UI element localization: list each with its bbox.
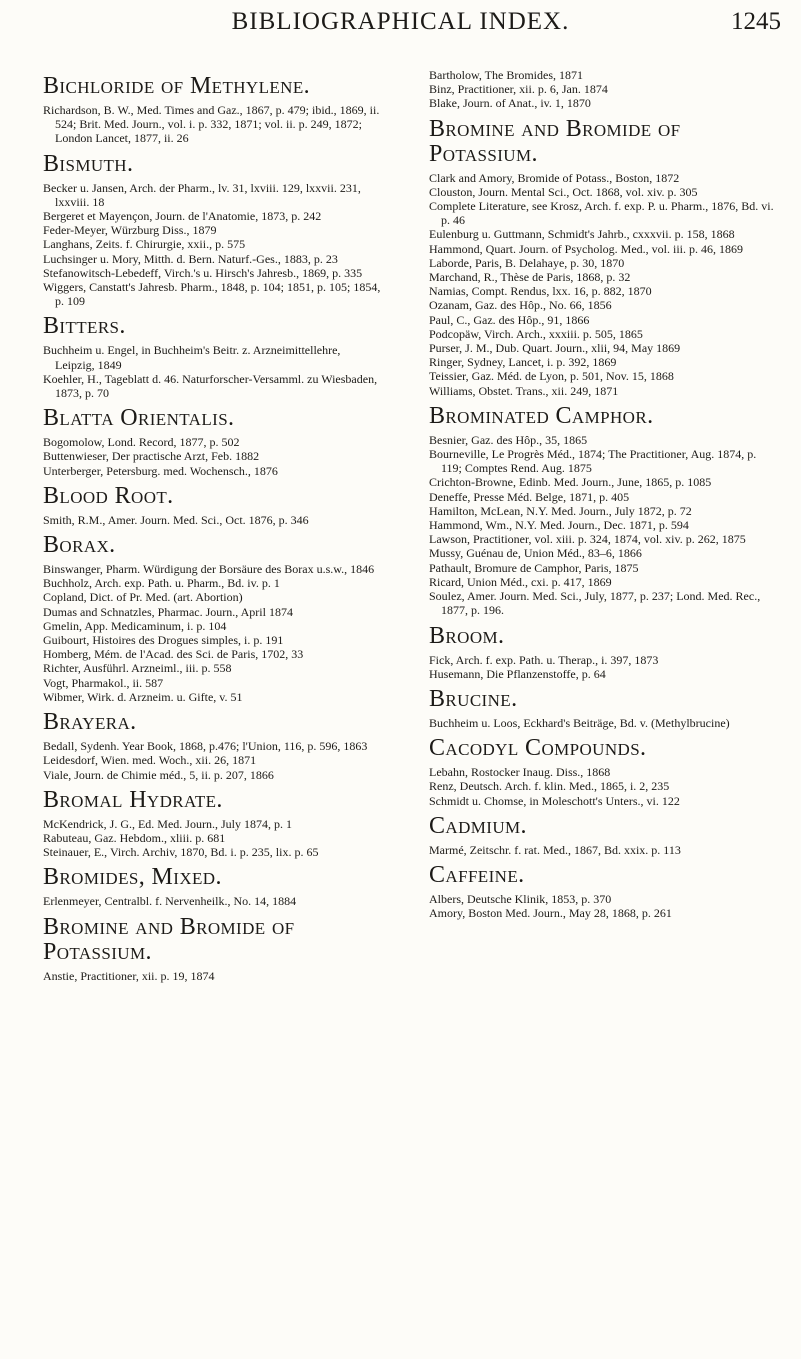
reference-entry: Fick, Arch. f. exp. Path. u. Therap., i. 397, 1873 [429,652,659,667]
section-heading: Bromal Hydrate. [43,786,223,813]
reference-entry: Rabuteau, Gaz. Hebdom., xliii. p. 681 [43,830,226,845]
reference-entry: Dumas and Schnatzles, Pharmac. Journ., April 1874 [43,604,293,619]
index-section [43,865,383,908]
reference-entry: Amory, Boston Med. Journ., May 28, 1868, p. 261 [429,906,672,921]
reference-entry: Binz, Practitioner, xii. p. 6, Jan. 1874 [429,82,608,97]
page-header [0,8,801,44]
reference-entry: Albers, Deutsche Klinik, 1853, p. 370 [429,891,612,906]
reference-entry: Clouston, Journ. Mental Sci., Oct. 1868, vol. xiv. p. 305 [429,184,698,199]
reference-entry: Lawson, Practitioner, vol. xiii. p. 324, 1874, vol. xiv. p. 262, 1875 [429,532,746,547]
running-title: BIBLIOGRAPHICAL INDEX. [231,8,570,35]
reference-entry: Buchheim u. Engel, in Buchheim's Beitr. z. Arzneimittellehre, Leipzig, 1849 [43,343,341,372]
index-section [43,788,383,860]
reference-entry: Mussy, Guénau de, Union Méd., 83–6, 1866 [429,546,642,561]
reference-entry: Wiggers, Canstatt's Jahresb. Pharm., 1848, p. 104; 1851, p. 105; 1854, p. 109 [43,280,381,309]
index-section [429,814,775,857]
reference-entry: Erlenmeyer, Centralbl. f. Nervenheilk., No. 14, 1884 [43,894,297,909]
reference-entry: Pathault, Bromure de Camphor, Paris, 1875 [429,560,639,575]
reference-entry: Bergeret et Mayençon, Journ. de l'Anatomie, 1873, p. 242 [43,209,322,224]
reference-entry: Deneffe, Presse Méd. Belge, 1871, p. 405 [429,489,630,504]
reference-entry: Crichton-Browne, Edinb. Med. Journ., June, 1865, p. 1085 [429,475,712,490]
section-heading: Cadmium. [429,812,527,839]
reference-entry: Richter, Ausführl. Arzneiml., iii. p. 558 [43,661,232,676]
index-section [429,624,775,681]
index-section [43,484,383,527]
reference-entry: Laborde, Paris, B. Delahaye, p. 30, 1870 [429,255,625,270]
reference-entry: Hammond, Wm., N.Y. Med. Journ., Dec. 1871, p. 594 [429,518,689,533]
reference-entry: Becker u. Jansen, Arch. der Pharm., lv. 31, lxviii. 129, lxxvii. 231, lxxviii. 18 [43,180,361,209]
reference-entry: Williams, Obstet. Trans., xii. 249, 1871 [429,383,619,398]
reference-entry: Teissier, Gaz. Méd. de Lyon, p. 501, Nov. 15, 1868 [429,369,674,384]
reference-entry: Husemann, Die Pflanzenstoffe, p. 64 [429,666,606,681]
reference-entry: Paul, C., Gaz. des Hôp., 91, 1866 [429,312,590,327]
section-heading: Brayera. [43,709,137,736]
reference-entry: Anstie, Practitioner, xii. p. 19, 1874 [43,968,215,983]
reference-entry: Marchand, R., Thèse de Paris, 1868, p. 32 [429,270,631,285]
reference-entry: Leidesdorf, Wien. med. Woch., xii. 26, 1871 [43,753,257,768]
section-heading: Caffeine. [429,861,525,888]
reference-entry: Bartholow, The Bromides, 1871 [429,68,583,82]
section-heading: Broom. [429,622,505,649]
reference-entry: Namias, Compt. Rendus, lxx. 16, p. 882, 1870 [429,284,652,299]
reference-entry: Marmé, Zeitschr. f. rat. Med., 1867, Bd. xxix. p. 113 [429,842,681,857]
reference-entry: Renz, Deutsch. Arch. f. klin. Med., 1865, i. 2, 235 [429,779,670,794]
reference-entry: Vogt, Pharmakol., ii. 587 [43,675,164,690]
index-section [43,314,383,400]
reference-entry: Purser, J. M., Dub. Quart. Journ., xlii, 94, May 1869 [429,341,681,356]
section-heading: Borax. [43,532,116,559]
reference-entry: Eulenburg u. Guttmann, Schmidt's Jahrb., cxxxvii. p. 158, 1868 [429,227,735,242]
reference-entry: Hamilton, McLean, N.Y. Med. Journ., July 1872, p. 72 [429,503,692,518]
index-section [43,915,383,983]
reference-entry: Koehler, H., Tageblatt d. 46. Naturforscher-Versamml. zu Wiesbaden, 1873, p. 70 [43,371,378,401]
reference-entry: Ricard, Union Méd., cxi. p. 417, 1869 [429,574,612,589]
left-column [43,68,383,983]
reference-entry: Bedall, Sydenh. Year Book, 1868, p.476; l'Union, 116, p. 596, 1863 [43,739,368,754]
section-heading: Bromine and Bromide of Potassium. [43,913,295,965]
reference-entry: Richardson, B. W., Med. Times and Gaz., 1867, p. 479; ibid., 1869, ii. 524; Brit. Med. Journ., vol. i. p. 332, 1871; vol. ii. p. 249, 1872; London Lancet, 1877, ii. 26 [43,103,380,146]
page-number: 1245 [731,8,781,35]
index-section [43,710,383,782]
reference-entry: Buchheim u. Loos, Eckhard's Beiträge, Bd. v. (Methylbrucine) [429,715,730,730]
reference-entry: Steinauer, E., Virch. Archiv, 1870, Bd. i. p. 235, lix. p. 65 [43,845,319,860]
index-section [43,533,383,704]
reference-entry: Ozanam, Gaz. des Hôp., No. 66, 1856 [429,298,612,313]
reference-entry: Blake, Journ. of Anat., iv. 1, 1870 [429,96,591,111]
index-section [43,406,383,478]
index-section [43,152,383,309]
reference-entry: Copland, Dict. of Pr. Med. (art. Abortion) [43,590,243,605]
section-heading: Bromine and Bromide of Potassium. [429,115,681,167]
reference-entry: Smith, R.M., Amer. Journ. Med. Sci., Oct. 1876, p. 346 [43,512,309,527]
reference-entry: Besnier, Gaz. des Hôp., 35, 1865 [429,432,588,447]
reference-entry: Podcopäw, Virch. Arch., xxxiii. p. 505, 1865 [429,326,643,341]
reference-entry: McKendrick, J. G., Ed. Med. Journ., July 1874, p. 1 [43,816,292,831]
index-section [429,68,775,111]
index-section [429,863,775,920]
reference-entry: Guibourt, Histoires des Drogues simples, i. p. 191 [43,633,284,648]
reference-entry: Clark and Amory, Bromide of Potass., Boston, 1872 [429,170,680,185]
reference-entry: Homberg, Mém. de l'Acad. des Sci. de Paris, 1702, 33 [43,647,304,662]
section-heading: Brominated Camphor. [429,402,654,429]
reference-entry: Lebahn, Rostocker Inaug. Diss., 1868 [429,765,611,780]
section-heading: Blood Root. [43,482,174,509]
reference-entry: Wibmer, Wirk. d. Arzneim. u. Gifte, v. 51 [43,689,243,704]
reference-entry: Stefanowitsch-Lebedeff, Virch.'s u. Hirsch's Jahresb., 1869, p. 335 [43,265,363,280]
reference-entry: Bourneville, Le Progrès Méd., 1874; The Practitioner, Aug. 1874, p. 119; Comptes Rend. Aug. 1875 [429,447,757,476]
reference-entry: Feder-Meyer, Würzburg Diss., 1879 [43,223,217,238]
reference-entry: Unterberger, Petersburg. med. Wochensch., 1876 [43,463,278,478]
index-section [429,404,775,618]
section-heading: Cacodyl Compounds. [429,735,647,762]
reference-entry: Schmidt u. Chomse, in Moleschott's Unters., vi. 122 [429,793,680,808]
section-heading: Bichloride of Methylene. [43,73,311,99]
reference-entry: Binswanger, Pharm. Würdigung der Borsäure des Borax u.s.w., 1846 [43,562,375,577]
reference-entry: Ringer, Sydney, Lancet, i. p. 392, 1869 [429,355,617,370]
index-section [429,736,775,808]
reference-entry: Complete Literature, see Krosz, Arch. f. exp. P. u. Pharm., 1876, Bd. vi. p. 46 [429,199,774,228]
reference-entry: Soulez, Amer. Journ. Med. Sci., July, 1877, p. 237; Lond. Med. Rec., 1877, p. 196. [429,589,761,618]
section-heading: Bromides, Mixed. [43,864,222,891]
reference-entry: Viale, Journ. de Chimie méd., 5, ii. p. 207, 1866 [43,767,274,782]
reference-entry: Gmelin, App. Medicaminum, i. p. 104 [43,618,227,633]
section-heading: Blatta Orientalis. [43,405,235,432]
reference-entry: Luchsinger u. Mory, Mitth. d. Bern. Naturf.-Ges., 1883, p. 23 [43,251,338,266]
section-heading: Bismuth. [43,150,134,177]
index-section [43,74,383,146]
section-heading: Bitters. [43,313,126,340]
reference-entry: Hammond, Quart. Journ. of Psycholog. Med., vol. iii. p. 46, 1869 [429,241,743,256]
index-section [429,687,775,730]
reference-entry: Bogomolow, Lond. Record, 1877, p. 502 [43,435,240,450]
index-section [429,117,775,398]
reference-entry: Langhans, Zeits. f. Chirurgie, xxii., p. 575 [43,237,246,252]
reference-entry: Buchholz, Arch. exp. Path. u. Pharm., Bd. iv. p. 1 [43,576,280,591]
section-heading: Brucine. [429,685,518,712]
reference-entry: Buttenwieser, Der practische Arzt, Feb. 1882 [43,449,260,464]
right-column [429,68,775,920]
